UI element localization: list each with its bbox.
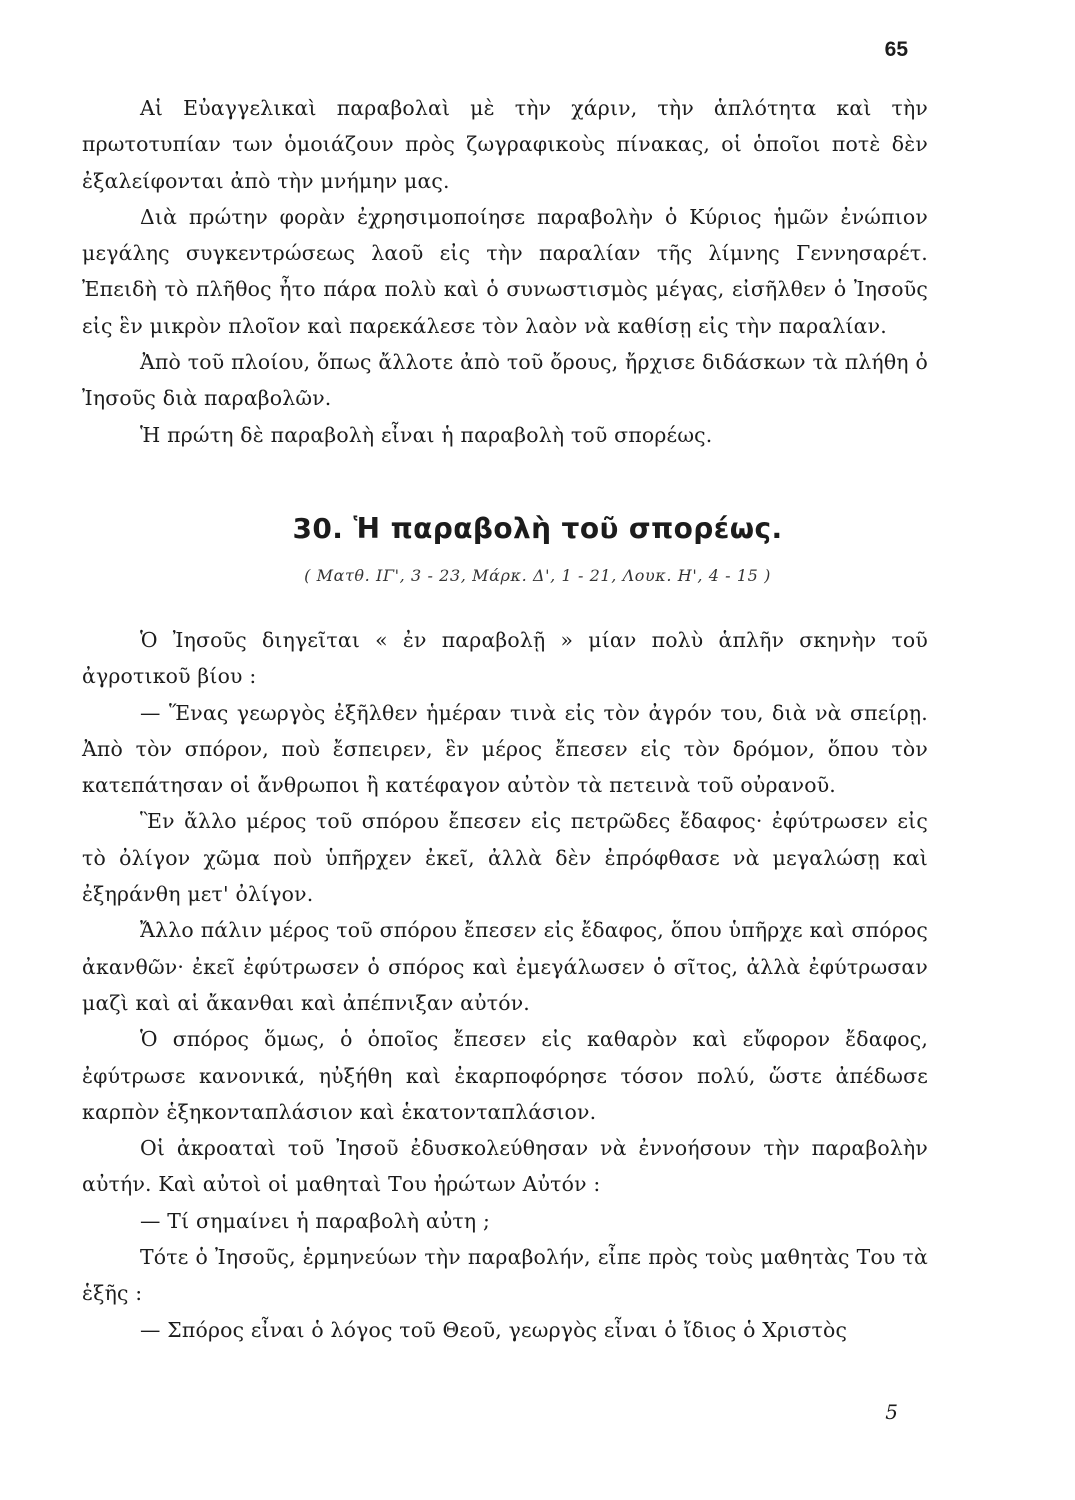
paragraph: Ὁ Ἰησοῦς διηγεῖται « ἐν παραβολῇ » μίαν πολὺ ἁπλῆν σκηνὴν τοῦ ἀγροτικοῦ βίου : bbox=[82, 628, 928, 689]
page-number: 65 bbox=[884, 38, 908, 61]
paragraph: Αἱ Εὐαγγελικαὶ παραβολαὶ μὲ τὴν χάριν, τὴν ἁπλότητα καὶ τὴν πρωτοτυπίαν των ὁμοιάζουν πρὸς ζωγραφικοὺς πίνακας, οἱ ὁποῖοι ποτὲ δὲν ἐξαλείφονται ἀπὸ τὴν μνήμην μας. bbox=[82, 96, 928, 193]
scripture-references: ( Ματθ. ΙΓ', 3 - 23, Μάρκ. Δ', 1 - 21, Λουκ. Η', 4 - 15 ) bbox=[304, 566, 771, 585]
paragraph: Ἀπὸ τοῦ πλοίου, ὅπως ἄλλοτε ἀπὸ τοῦ ὄρους, ἤρχισε διδάσκων τὰ πλήθη ὁ Ἰησοῦς διὰ παραβολῶν. bbox=[82, 350, 928, 411]
paragraph: Τότε ὁ Ἰησοῦς, ἑρμηνεύων τὴν παραβολήν, εἶπε πρὸς τοὺς μαθητὰς Του τὰ ἑξῆς : bbox=[82, 1245, 928, 1306]
chapter-body bbox=[82, 622, 928, 1348]
signature-mark: 5 bbox=[885, 1400, 898, 1424]
paragraph: — Τί σημαίνει ἡ παραβολὴ αὐτη ; bbox=[140, 1208, 491, 1233]
paragraph: Ὁ σπόρος ὅμως, ὁ ὁποῖος ἔπεσεν εἰς καθαρὸν καὶ εὔφορον ἔδαφος, ἐφύτρωσε κανονικά, ηὐξήθη καὶ ἐκαρποφόρησε τόσον πολύ, ὥστε ἀπέδωσε καρπὸν ἑξηκονταπλάσιον καὶ ἑκατονταπλάσιον. bbox=[82, 1027, 928, 1124]
paragraph: Οἱ ἀκροαταὶ τοῦ Ἰησοῦ ἐδυσκολεύθησαν νὰ ἐννοήσουν τὴν παραβολὴν αὐτήν. Καὶ αὐτοὶ οἱ μαθηταὶ Του ἠρώτων Αὐτόν : bbox=[82, 1136, 928, 1197]
paragraph: — Ἕνας γεωργὸς ἐξῆλθεν ἡμέραν τινὰ εἰς τὸν ἀγρόν του, διὰ νὰ σπείρῃ. Ἀπὸ τὸν σπόρον, ποὺ ἔσπειρεν, ἓν μέρος ἔπεσεν εἰς τὸν δρόμον, ὅπου τὸν κατεπάτησαν οἱ ἄνθρωποι ἢ κατέφαγον αὐτὸν τὰ πετεινὰ τοῦ οὐρανοῦ. bbox=[82, 700, 928, 798]
paragraph: Διὰ πρώτην φορὰν ἐχρησιμοποίησε παραβολὴν ὁ Κύριος ἡμῶν ἐνώπιον μεγάλης συγκεντρώσεως λαοῦ εἰς τὴν παραλίαν τῆς λίμνης Γεννησαρέτ. Ἐπειδὴ τὸ πλῆθος ἦτο πάρα πολὺ καὶ ὁ συνωστισμὸς μέγας, εἰσῆλθεν ὁ Ἰησοῦς εἰς ἓν μικρὸν πλοῖον καὶ παρεκάλεσε τὸν λαὸν νὰ καθίσῃ εἰς τὴν παραλίαν. bbox=[82, 204, 928, 338]
intro-text bbox=[82, 90, 928, 453]
chapter-title: 30. Ἡ παραβολὴ τοῦ σπορέως. bbox=[292, 512, 783, 545]
paragraph: — Σπόρος εἶναι ὁ λόγος τοῦ Θεοῦ, γεωργὸς εἶναι ὁ ἴδιος ὁ Χριστὸς bbox=[140, 1317, 848, 1342]
paragraph: Ἡ πρώτη δὲ παραβολὴ εἶναι ἡ παραβολὴ τοῦ σπορέως. bbox=[140, 422, 713, 447]
paragraph: Ἓν ἄλλο μέρος τοῦ σπόρου ἔπεσεν εἰς πετρῶδες ἔδαφος· ἐφύτρωσεν εἰς τὸ ὀλίγον χῶμα ποὺ ὑπῆρχεν ἐκεῖ, ἀλλὰ δὲν ἐπρόφθασε νὰ μεγαλώσῃ καὶ ἐξηράνθη μετ' ὀλίγον. bbox=[82, 809, 928, 907]
paragraph: Ἄλλο πάλιν μέρος τοῦ σπόρου ἔπεσεν εἰς ἔδαφος, ὅπου ὑπῆρχε καὶ σπόρος ἀκανθῶν· ἐκεῖ ἐφύτρωσεν ὁ σπόρος καὶ ἐμεγάλωσεν ὁ σῖτος, ἀλλὰ ἐφύτρωσαν μαζὶ καὶ αἱ ἄκανθαι καὶ ἀπέπνιξαν αὐτόν. bbox=[82, 918, 928, 1015]
